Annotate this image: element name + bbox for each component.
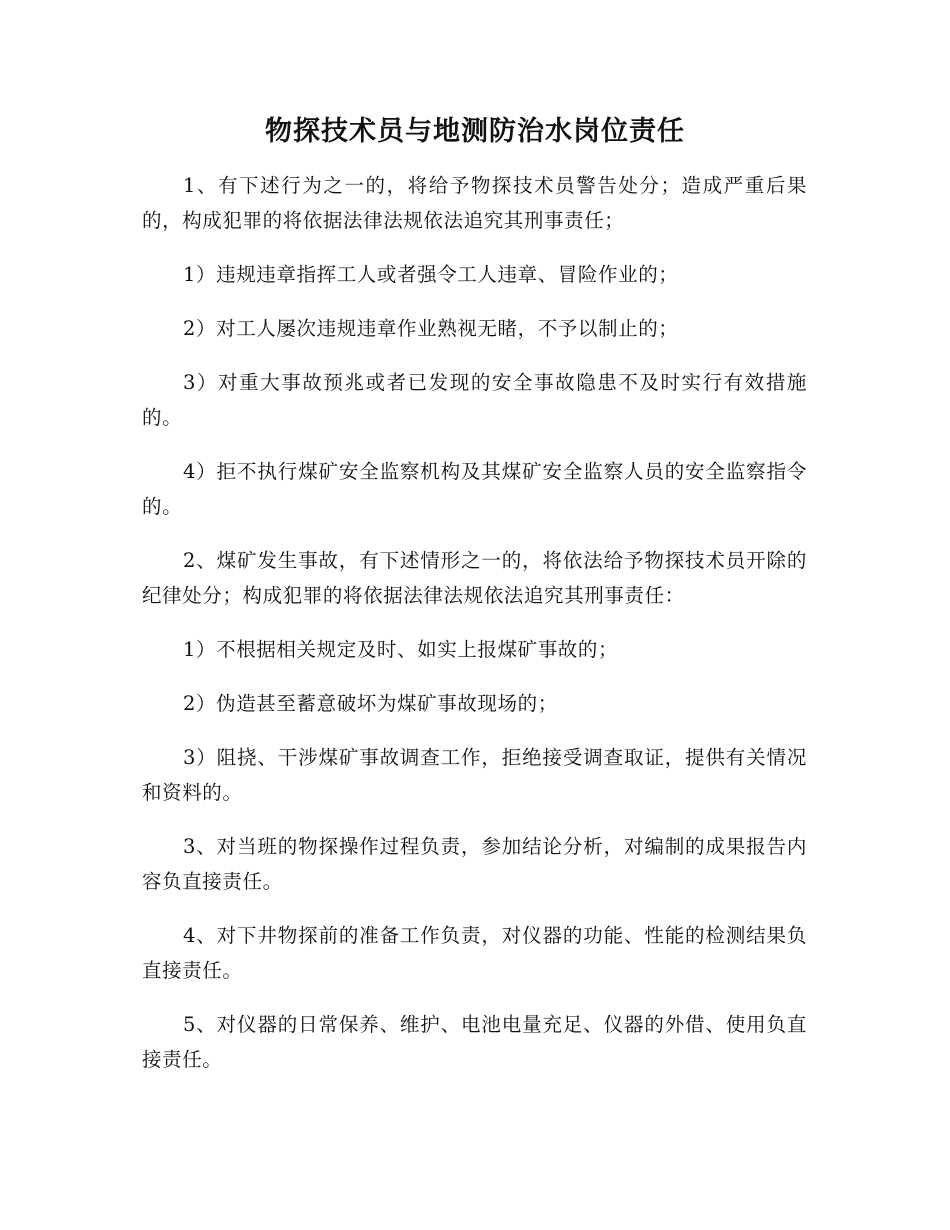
document-title: 物探技术员与地测防治水岗位责任 <box>265 116 685 147</box>
paragraph-5: 5、对仪器的日常保养、维护、电池电量充足、仪器的外借、使用负直接责任。 <box>142 1013 807 1071</box>
paragraph-1-item-2: 2）对工人屡次违规违章作业熟视无睹，不予以制止的； <box>183 317 679 340</box>
paragraph-1: 1、有下述行为之一的，将给予物探技术员警告处分；造成严重后果的，构成犯罪的将依据法律法规依法追究其刑事责任； <box>142 174 807 232</box>
paragraph-4: 4、对下井物探前的准备工作负责，对仪器的功能、性能的检测结果负直接责任。 <box>142 924 807 982</box>
paragraph-2-item-2: 2）伪造甚至蓄意破坏为煤矿事故现场的； <box>183 692 558 715</box>
paragraph-1-item-3: 3）对重大事故预兆或者已发现的安全事故隐患不及时实行有效措施的。 <box>142 371 807 429</box>
paragraph-2-item-1: 1）不根据相关规定及时、如实上报煤矿事故的； <box>183 638 619 661</box>
paragraph-3: 3、对当班的物探操作过程负责，参加结论分析，对编制的成果报告内容负直接责任。 <box>142 835 807 893</box>
paragraph-2: 2、煤矿发生事故，有下述情形之一的，将依法给予物探技术员开除的纪律处分；构成犯罪的将依据法律法规依法追究其刑事责任： <box>142 549 807 607</box>
paragraph-2-item-3: 3）阻挠、干涉煤矿事故调查工作，拒绝接受调查取证，提供有关情况和资料的。 <box>142 746 807 804</box>
document-body <box>142 168 807 1096</box>
paragraph-1-item-4: 4）拒不执行煤矿安全监察机构及其煤矿安全监察人员的安全监察指令的。 <box>142 460 807 518</box>
paragraph-1-item-1: 1）违规违章指挥工人或者强令工人违章、冒险作业的； <box>183 263 679 286</box>
